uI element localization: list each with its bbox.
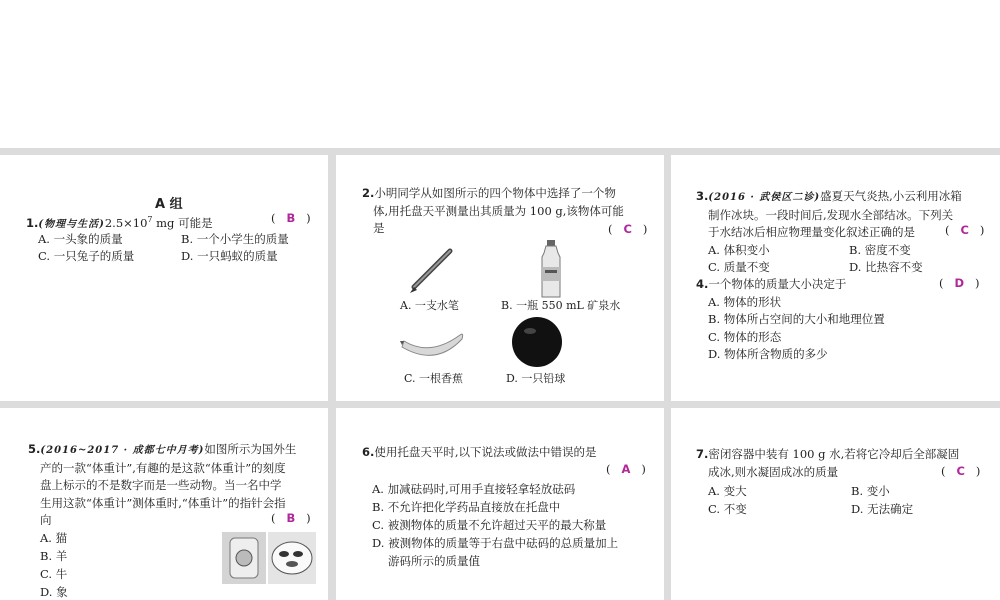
scale-image-dial <box>268 532 316 584</box>
caption-water: B. 一瓶 550 mL 矿泉水 <box>501 299 621 312</box>
option-d-continued: 游码所示的质量值 <box>388 554 480 568</box>
shot-put-image <box>510 315 564 369</box>
question-number: 4. <box>696 277 709 291</box>
option-a: A. 体积变小 <box>708 243 770 257</box>
answer-paren: ( B ) <box>271 511 311 525</box>
question-number: 6. <box>362 445 375 459</box>
question-number: 3. <box>696 189 709 203</box>
panel-question-6 <box>336 408 664 600</box>
option-b: B. 物体所占空间的大小和地理位置 <box>708 312 885 326</box>
answer-mark: C <box>623 222 632 236</box>
option-c: C. 质量不变 <box>708 260 770 274</box>
question-3-stem: 3.(2016 · 武侯区二诊)盛夏天气炎热,小云利用冰箱 制作冰块。一段时间后,发现水全部结冰。下列关 于水结冰后相应物理量变化叙述正确的是 <box>696 189 962 239</box>
panel-question-2 <box>336 155 664 401</box>
question-number: 1. <box>26 215 39 230</box>
option-d: D. 物体所含物质的多少 <box>708 347 828 361</box>
option-a: A. 变大 <box>708 484 747 498</box>
option-c: C. 被测物体的质量不允许超过天平的最大称量 <box>372 518 607 532</box>
question-4-stem: 4.一个物体的质量大小决定于 <box>696 277 847 291</box>
question-7-stem: 7.密闭容器中装有 100 g 水,若将它冷却后全部凝固 成冰,则水凝固成冰的质量 <box>696 447 960 479</box>
banana-image <box>400 323 466 363</box>
caption-pen: A. 一支水笔 <box>400 299 459 312</box>
option-a: A. 一头象的质量 <box>38 232 123 246</box>
option-d: D. 被测物体的质量等于右盘中砝码的总质量加上 <box>372 536 619 550</box>
answer-mark: B <box>286 211 296 225</box>
option-b: B. 一个小学生的质量 <box>181 232 289 246</box>
question-6-stem: 6.使用托盘天平时,以下说法或做法中错误的是 <box>362 445 597 459</box>
pen-image <box>406 247 456 295</box>
panel-question-5 <box>0 408 328 600</box>
answer-paren: ( C ) <box>945 223 985 237</box>
answer-paren: ( B ) <box>271 211 311 225</box>
answer-paren: ( A ) <box>606 462 646 476</box>
caption-shot-put: D. 一只铅球 <box>506 372 566 385</box>
option-b: B. 不允许把化学药品直接放在托盘中 <box>372 500 561 514</box>
option-c: C. 一只兔子的质量 <box>38 249 135 263</box>
question-source: (物理与生活) <box>38 218 105 230</box>
question-number: 5. <box>28 442 41 456</box>
answer-paren: ( C ) <box>941 464 981 478</box>
option-a: A. 猫 <box>40 531 68 545</box>
option-b: B. 羊 <box>40 549 68 563</box>
option-b: B. 变小 <box>851 484 890 498</box>
answer-mark: D <box>954 276 964 290</box>
panel-question-1 <box>0 155 328 401</box>
option-d: D. 无法确定 <box>851 502 914 516</box>
answer-mark: C <box>960 223 969 237</box>
answer-paren: ( C ) <box>608 222 648 236</box>
option-d: D. 比热容不变 <box>849 260 923 274</box>
option-c: C. 物体的形态 <box>708 330 782 344</box>
question-source: (2016 · 武侯区二诊) <box>708 192 821 203</box>
question-5-stem: 5.(2016~2017 · 成都七中月考)如图所示为国外生 产的一款“体重计”,有趣的是这款“体重计”的刻度 盘上标示的不是数字而是一些动物。当一名中学 生用这款“体重计”测体重时,“体重计”的指针会指 向 <box>28 442 297 527</box>
answer-mark: C <box>956 464 965 478</box>
group-title: A 组 <box>155 197 183 212</box>
scale-image-side <box>222 532 266 584</box>
option-a: A. 加减砝码时,可用手直接轻拿轻放砝码 <box>372 482 576 496</box>
question-1-stem: 1.(物理与生活)$2.5\times 10^7$ mg 可能是 <box>26 215 213 230</box>
panel-question-3-4 <box>671 155 1000 401</box>
answer-paren: ( D ) <box>939 276 980 290</box>
question-number: 7. <box>696 447 709 461</box>
question-source: (2016~2017 · 成都七中月考) <box>40 445 205 456</box>
answer-mark: B <box>286 511 296 525</box>
option-d: D. 一只蚂蚁的质量 <box>181 249 278 263</box>
option-d: D. 象 <box>40 585 68 599</box>
option-a: A. 物体的形状 <box>708 295 782 309</box>
option-c: C. 不变 <box>708 502 747 516</box>
panel-question-7 <box>671 408 1000 600</box>
option-c: C. 牛 <box>40 567 68 581</box>
option-b: B. 密度不变 <box>849 243 911 257</box>
question-number: 2. <box>362 186 375 200</box>
water-bottle-image <box>536 239 566 299</box>
caption-banana: C. 一根香蕉 <box>404 372 464 385</box>
answer-mark: A <box>621 462 631 476</box>
question-2-stem: 2.小明同学从如图所示的四个物体中选择了一个物 体,用托盘天平测量出其质量为 100 g,该物体可能 是 <box>362 186 624 235</box>
